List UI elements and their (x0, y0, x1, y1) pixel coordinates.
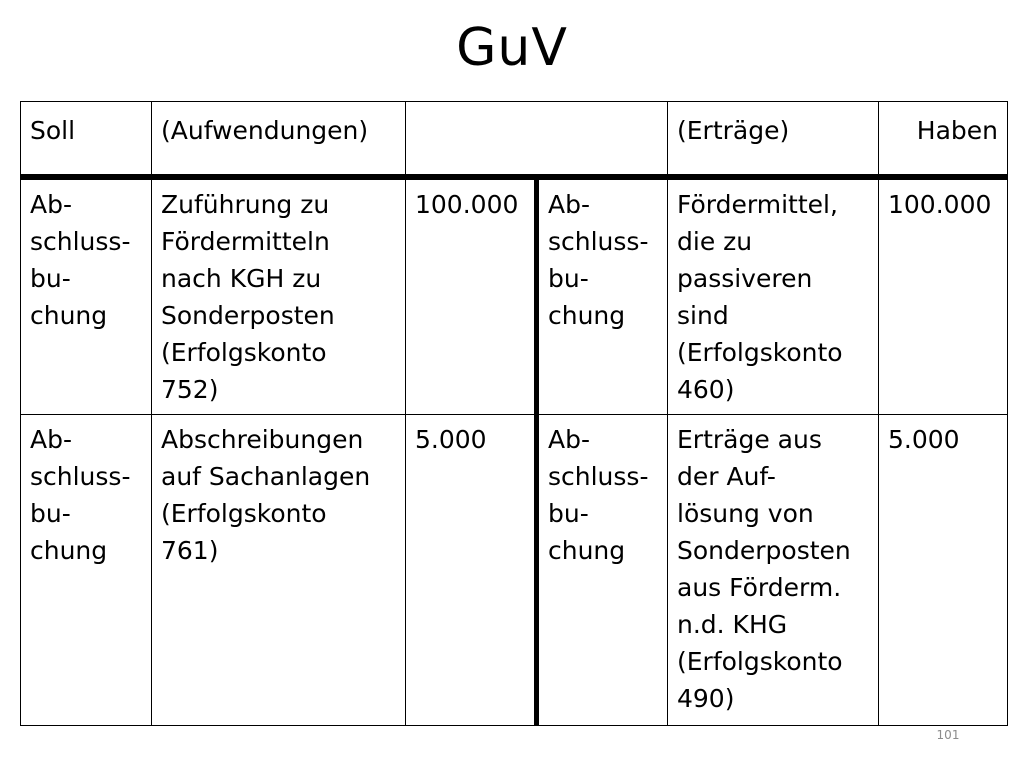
soll-amount: 100.000 (406, 177, 537, 414)
header-aufwendungen: (Aufwendungen) (152, 102, 406, 178)
soll-booking-label: Ab- schluss- bu- chung (21, 177, 152, 414)
header-empty-cell (406, 102, 668, 178)
soll-booking-label: Ab- schluss- bu- chung (21, 414, 152, 725)
soll-amount: 5.000 (406, 414, 537, 725)
page-number: 101 (936, 728, 960, 742)
slide-title: GuV (456, 18, 568, 78)
header-ertraege: (Erträge) (668, 102, 879, 178)
table-header-row (21, 102, 1008, 178)
table-row (21, 414, 1008, 725)
haben-amount: 100.000 (879, 177, 1008, 414)
table-row (21, 177, 1008, 414)
soll-booking-text: Zuführung zu Fördermitteln nach KGH zu Sonderposten (Erfolgskonto 752) (152, 177, 406, 414)
haben-booking-text: Erträge aus der Auf- lösung von Sonderposten aus Förderm. n.d. KHG (Erfolgskonto 490) (668, 414, 879, 725)
haben-booking-label: Ab- schluss- bu- chung (537, 177, 668, 414)
haben-amount: 5.000 (879, 414, 1008, 725)
haben-booking-label: Ab- schluss- bu- chung (537, 414, 668, 725)
header-soll: Soll (21, 102, 152, 178)
haben-booking-text: Fördermittel, die zu passiveren sind (Erfolgskonto 460) (668, 177, 879, 414)
header-haben: Haben (879, 102, 1008, 178)
guv-t-account-table (20, 101, 1008, 726)
soll-booking-text: Abschreibungen auf Sachanlagen (Erfolgskonto 761) (152, 414, 406, 725)
